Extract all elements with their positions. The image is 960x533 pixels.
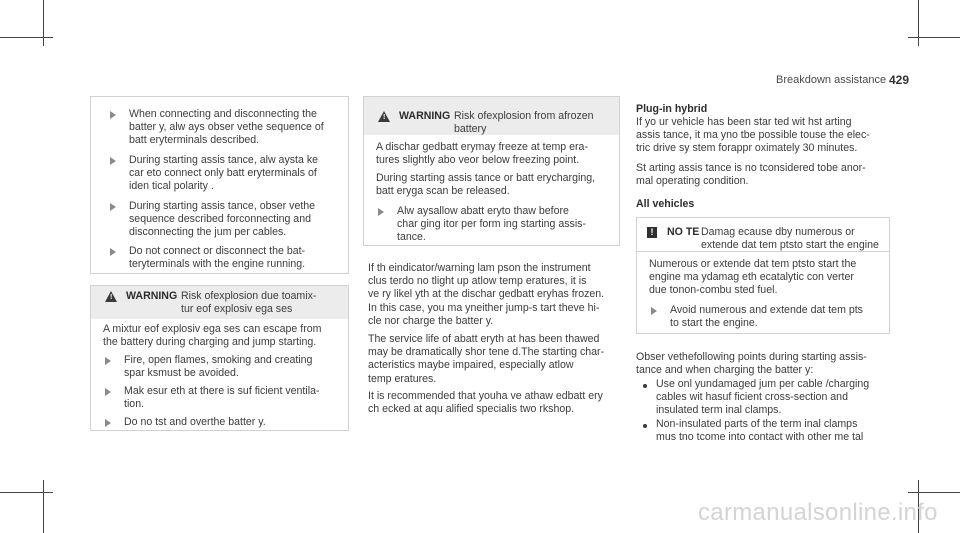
list-item-text: Mak esur eth at there is suf ficient ventila‐ tion. [124,385,320,411]
crop-mark [0,37,53,38]
section-title: Breakdown assistance [776,74,887,86]
paragraph: It is recommended that youha ve athaw edbatt ery ch ecked at aqu alified specialis two rkshop. [368,390,603,416]
crop-mark [908,37,960,38]
paragraph: Obser vethefollowing points during starting assis‐ tance and when charging the batter y: [636,351,867,377]
arrow-icon [110,157,116,165]
notice-label: NO TE [667,226,700,238]
warning-heading: Risk ofexplosion from afrozen battery [454,110,594,136]
list-item-text: During starting assis tance, obser vethe sequence described forconnecting and disconnecting the jum per cables. [129,200,316,239]
list-item-text: Avoid numerous and extende dat tem pts to start the engine. [670,304,863,330]
bullet-icon [643,424,647,428]
list-item-text: When connecting and disconnecting the batter y, alw ays obser vethe sequence of batt eryterminals described. [129,108,324,147]
notice-box [636,217,890,334]
arrow-icon [105,357,111,365]
warning-label: WARNING [126,290,178,302]
arrow-icon [105,419,111,427]
section-heading: Plug-in hybrid [636,103,708,115]
bullet-text: Non-insulated parts of the term inal clamps mus tno tcome into contact with other me tal [656,418,864,444]
crop-mark [43,480,44,533]
warning-body: A mixtur eof explosiv ega ses can escape from the battery during charging and jump starting. [103,323,322,349]
paragraph: If yo ur vehicle has been star ted wit hst arting assis tance, it ma yno tbe possible touse the elec‐ tric drive sy stem forappr oximately 30 minutes. [636,116,870,155]
warning-heading: Risk ofexplosion due toamix‐ tur eof explosiv ega ses [181,290,317,316]
arrow-icon [651,307,657,315]
crop-mark [43,0,44,46]
arrow-icon [110,248,116,256]
list-item-text: During starting assis tance, alw aysta ke car eto connect only batt eryterminals of iden tical polarity . [129,154,319,193]
arrow-icon [110,111,116,119]
arrow-icon [378,208,384,216]
notice-heading: Damag ecause dby numerous or extende dat tem ptsto start the engine [701,226,879,252]
crop-mark [918,0,919,46]
page-number: 429 [889,73,910,87]
warning-para: During starting assis tance or batt erycharging, batt eryga scan be released. [376,172,596,198]
tips-box [90,96,349,274]
crop-mark [908,492,960,493]
warning-icon: ! [105,291,117,302]
warning-box [363,96,620,246]
bullet-icon [643,384,647,388]
notice-body: Numerous or extende dat tem ptsto start the engine ma ydamag eth ecatalytic con verter due tonon-combu sted fuel. [649,258,857,297]
arrow-icon [105,388,111,396]
watermark: carmanualsonline.info [698,499,938,526]
warning-box [90,285,349,431]
paragraph: If th eindicator/warning lam pson the instrument clus terdo no tlight up atlow temp eratures, it is ve ry likel yth at the dischar gedbatt eryhas frozen. In this case, you ma yneither jump-s tart theve hi‐ cle nor charge the batter y. [368,262,605,327]
arrow-icon [110,203,116,211]
warning-icon: ! [378,111,390,122]
bullet-text: Use onl yundamaged jum per cable /charging cables wit hasuf ficient cross-section and insulated term inal clamps. [656,378,870,417]
list-item-text: Do not connect or disconnect the bat‐ teryterminals with the engine running. [129,245,306,271]
paragraph: St arting assis tance is no tconsidered tobe anor‐ mal operating condition. [636,162,866,188]
warning-label: WARNING [399,110,451,122]
section-heading: All vehicles [636,198,695,210]
list-item-text: Do no tst and overthe batter y. [124,416,266,428]
crop-mark [0,492,53,493]
list-item-text: Alw aysallow abatt eryto thaw before char ging itor per form ing starting assis‐ tance. [397,205,586,244]
paragraph: The service life of abatt eryth at has been thawed may be dramatically shor tene d.The starting char‐ acteristics maybe impaired, especially atlow temp eratures. [368,333,605,385]
notice-icon: ! [647,227,657,238]
list-item-text: Fire, open flames, smoking and creating spar ksmust be avoided. [124,354,313,380]
divider [637,251,889,252]
warning-para: A dischar gedbatt erymay freeze at temp era‐ tures slightly abo veor below freezing point. [376,141,588,167]
